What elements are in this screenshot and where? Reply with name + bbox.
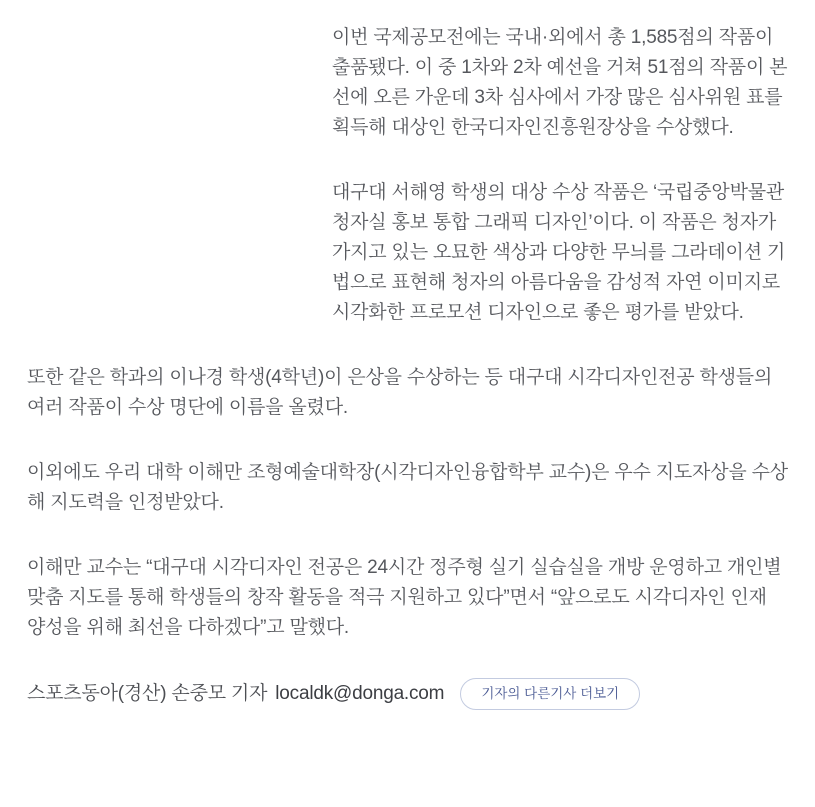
paragraph-silver-prize: 또한 같은 학과의 이나경 학생(4학년)이 은상을 수상하는 등 대구대 시각디자인전공 학생들의 여러 작품이 수상 명단에 이름을 올렸다. — [27, 367, 773, 418]
paragraph-mentor-award: 이외에도 우리 대학 이해만 조형예술대학장(시각디자인융합학부 교수)은 우수 지도자상을 수상해 지도력을 인정받았다. — [27, 462, 788, 513]
more-articles-button[interactable]: 기자의 다른기사 더보기 — [460, 678, 640, 710]
paragraph-grand-prize-work: 대구대 서해영 학생의 대상 수상 작품은 ‘국립중앙박물관 청자실 홍보 통합 그래픽 디자인’이다. 이 작품은 청자가 가지고 있는 오묘한 색상과 다양한 무늬를 그라데이션 기법으로 표현해 청자의 아름다움을 감성적 자연 이미지로 시각화한 프로모션 디자인으로 좋은 평가를 받았다. — [332, 182, 786, 323]
article-image-placeholder — [27, 23, 332, 320]
paragraph-professor-quote: 이해만 교수는 “대구대 시각디자인 전공은 24시간 정주형 실기 실습실을 개방 운영하고 개인별 맞춤 지도를 통해 학생들의 창작 활동을 적극 지원하고 있다”면서 “앞으로도 시각디자인 인재 양성을 위해 최선을 다하겠다”고 말했다. — [27, 557, 782, 638]
paragraph-competition-results: 이번 국제공모전에는 국내·외에서 총 1,585점의 작품이 출품됐다. 이 중 1차와 2차 예선을 거쳐 51점의 작품이 본선에 오른 가운데 3차 심사에서 가장 많은 심사위원 표를 획득해 대상인 한국디자인진흥원장상을 수상했다. — [332, 27, 788, 138]
reporter-byline: 스포츠동아(경산) 손중모 기자 — [27, 683, 268, 704]
reporter-email[interactable]: localdk@donga.com — [275, 683, 445, 704]
byline-row — [27, 678, 790, 710]
